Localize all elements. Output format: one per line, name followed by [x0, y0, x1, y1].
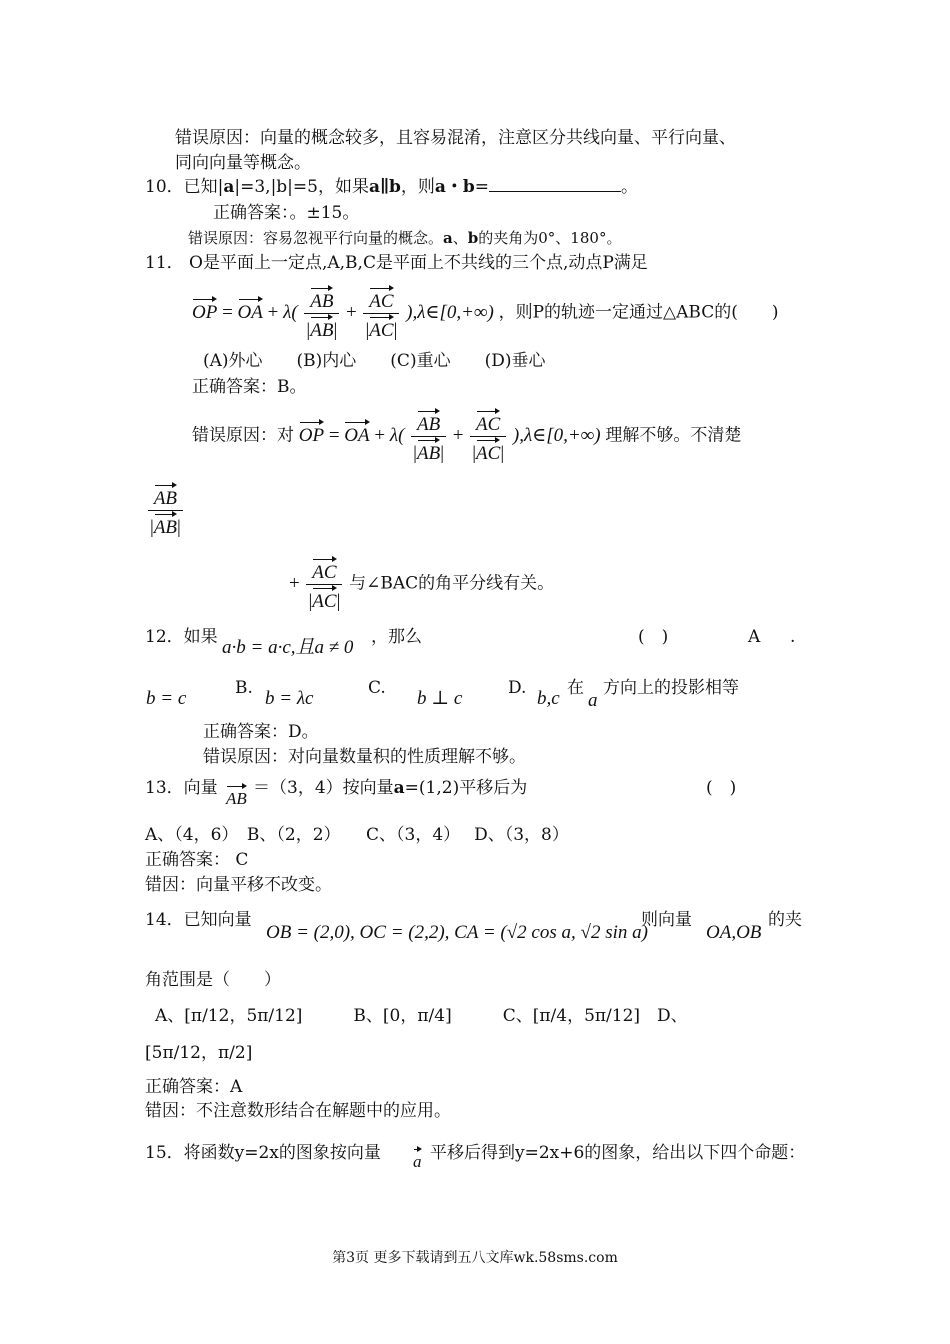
q11-error-line: [192, 408, 741, 465]
fraction-AC: $\frac{AC}{|AC|}$: [363, 285, 399, 342]
q12-option-a: b = c: [146, 688, 187, 709]
q10-error-vec-b: b: [467, 229, 479, 247]
q12-option-d-a: a: [588, 690, 598, 711]
q12-option-d-vecs: b,c: [537, 688, 560, 709]
question-12: 12．如果: [145, 627, 218, 647]
q14-then: 则向量: [641, 910, 692, 930]
q10-parallel: a∥b: [368, 177, 401, 197]
q10-text-e: ，则: [400, 177, 435, 197]
q12-paren: ( ): [638, 627, 669, 647]
error-note-line-1: 错误原因：向量的概念较多，且容易混淆，注意区分共线向量、平行向量、: [175, 128, 736, 148]
q12-error: 错误原因：对向量数量积的性质理解不够。: [203, 747, 526, 767]
page-footer: 第3页 更多下载请到五八文库wk.58sms.com: [332, 1250, 618, 1266]
q12-option-d-tail: 方向上的投影相等: [603, 678, 739, 698]
q12-condition: a·b = a·c,且a ≠ 0: [222, 637, 354, 658]
q13-paren: ( ): [706, 778, 737, 798]
fraction-AB: $\frac{AB}{|AB|}$: [304, 285, 339, 342]
q10-error-angle: 的夹角为0°、180°。: [478, 229, 622, 247]
q14-jia: 的夹: [768, 910, 802, 930]
q11-answer: 正确答案：B。: [192, 377, 307, 397]
q11-question-tail: ，则P的轨迹一定通过△ABC的( ): [498, 302, 779, 323]
q11-error-formula: OP = OA + λ( $\frac{AB}{|AB|}$ + $\frac{AC}{|AC|}$ ),λ∈[0,+∞): [294, 425, 605, 446]
q12-option-c: b ⊥ c: [417, 688, 463, 709]
q12-answer: 正确答案：D。: [203, 722, 319, 742]
q12-dot: .: [790, 627, 796, 647]
q11-formula-line: [192, 285, 778, 342]
q15-vector-a: a: [413, 1146, 422, 1172]
question-10: [145, 177, 638, 197]
q10-equals: =: [474, 177, 490, 197]
q12-option-d-label: D.: [508, 678, 527, 698]
q12-option-b: b = λc: [265, 688, 314, 709]
q13-options: A、（4，6） B、（2，2） C、（3，4） D、（3，8）: [145, 825, 569, 845]
q14-option-d: [5π/12，π/2]: [145, 1043, 253, 1063]
q11-formula: OP = OA + λ( $\frac{AB}{|AB|}$ + $\frac{AC}{|AC|}$ ),λ∈[0,+∞): [192, 302, 499, 323]
question-14-label: 14．已知向量: [145, 910, 252, 930]
q10-vec-a: a: [223, 177, 235, 197]
q14-range: 角范围是（ ）: [145, 970, 281, 990]
q10-error-text: 错误原因：容易忽视平行向量的概念。: [188, 229, 444, 247]
q12-option-a-label: A: [748, 627, 761, 647]
q13-text: ＝（3，4）按向量a=(1,2)平移后为: [253, 778, 528, 798]
standalone-fraction-AB: $\frac{AB}{|AB|}$: [146, 482, 185, 539]
q12-option-c-label: C.: [368, 678, 386, 698]
q10-text-c: |=3,|b|=5，如果: [234, 177, 369, 197]
q13-vector-AB: AB: [226, 783, 247, 809]
q11-options: (A)外心 (B)内心 (C)重心 (D)垂心: [203, 351, 546, 371]
q14-options: A、[π/12，5π/12] B、[0，π/4] C、[π/4，5π/12] D、: [155, 1006, 688, 1026]
question-15-label: 15．将函数y=2x的图象按向量: [145, 1143, 381, 1163]
q10-text-a: 10．已知|: [145, 177, 224, 197]
q14-oa-ob: OA,OB: [706, 922, 762, 943]
q15-text: 平移后得到y=2x+6的图象，给出以下四个命题：: [430, 1143, 806, 1163]
q12-option-d-mid: 在: [567, 678, 584, 698]
q13-error: 错因：向量平移不改变。: [145, 875, 332, 895]
q13-answer: 正确答案： C: [145, 850, 249, 870]
q11-error-continuation: + $\frac{AC}{|AC|}$ 与∠BAC的角平分线有关。: [289, 556, 554, 613]
q10-dot-product: a・b: [434, 177, 475, 197]
answer-blank: [489, 177, 621, 192]
q11-error-text: 错误原因：对: [192, 425, 294, 446]
q12-option-b-label: B.: [235, 678, 253, 698]
q10-error-vec-a: a: [443, 229, 453, 247]
question-13-label: 13．向量: [145, 778, 218, 798]
vec-OA: OA: [238, 296, 263, 324]
vec-OP: OP: [192, 296, 217, 324]
error-note-line-2: 同向向量等概念。: [175, 153, 311, 173]
q14-error: 错因：不注意数形结合在解题中的应用。: [145, 1101, 451, 1121]
question-11: 11． O是平面上一定点,A,B,C是平面上不共线的三个点,动点P满足: [145, 253, 648, 273]
q10-period: 。: [621, 177, 639, 197]
q10-error-sep: 、: [452, 229, 468, 247]
q12-then: ，那么: [371, 627, 422, 647]
q11-error-angle-bisector: 与∠BAC的角平分线有关。: [349, 573, 555, 594]
q10-answer: 正确答案：。±15。: [213, 203, 360, 223]
q11-error-tail: 理解不够。不清楚: [605, 425, 742, 446]
q14-vectors: OB = (2,0), OC = (2,2), CA = (√2 cos a, √2 sin a): [266, 922, 648, 943]
q10-error: [188, 229, 621, 247]
q14-answer: 正确答案：A: [145, 1077, 243, 1097]
